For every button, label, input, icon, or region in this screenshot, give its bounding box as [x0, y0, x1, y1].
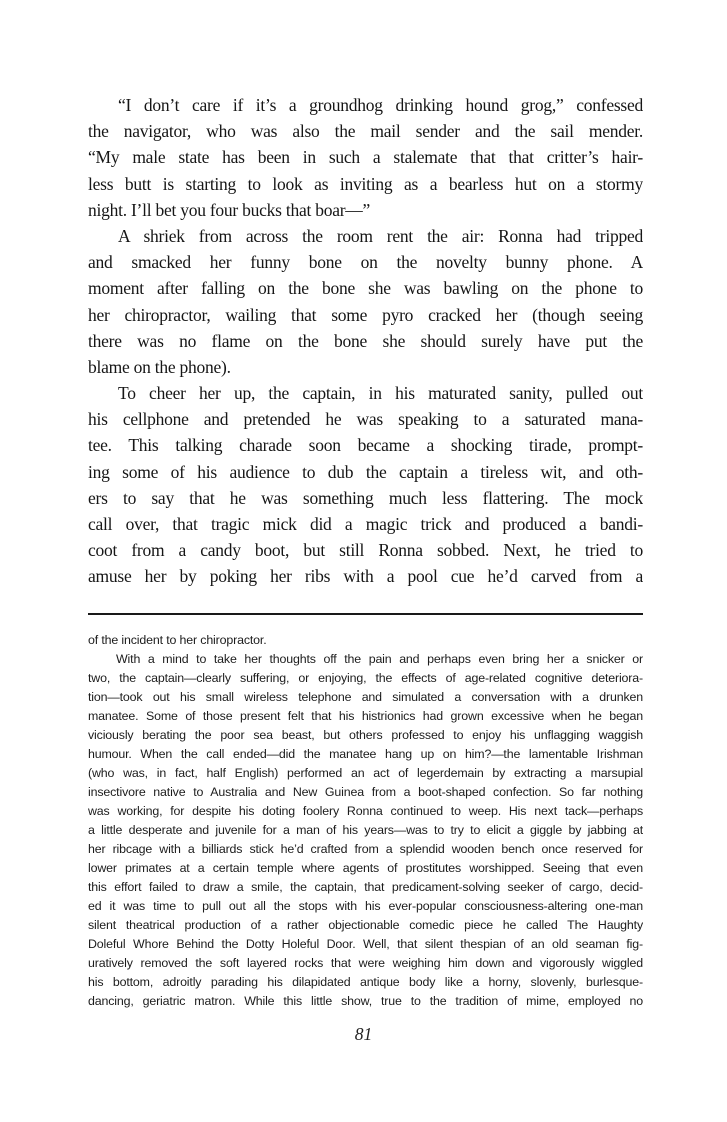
text-line: “My male state has been in such a stalemate that that critter’s hair- [88, 147, 643, 168]
text-line: “I don’t care if it’s a groundhog drinking hound grog,” confessed [118, 95, 643, 115]
text-line: night. I’ll bet you four bucks that boar—” [88, 199, 371, 220]
text-line: dancing, geriatric matron. While this little show, true to the tradition of mime, employed no [88, 994, 643, 1008]
text-line: coot from a candy boot, but still Ronna sobbed. Next, he tried to [88, 540, 643, 561]
text-line: ing some of his audience to dub the captain a tireless wit, and oth- [88, 461, 643, 482]
text-line: this effort failed to draw a smile, the captain, that predicament-solving seeker of cargo, decid- [88, 880, 643, 894]
text-line: the navigator, who was also the mail sender and the sail mender. [88, 121, 643, 142]
text-line: insectivore native to Australia and New Guinea from a boot-shaped confection. So far nothing [88, 785, 643, 799]
text-line: A shriek from across the room rent the air: Ronna had tripped [118, 225, 643, 246]
text-line: blame on the phone). [88, 356, 231, 377]
page-number: 81 [354, 1024, 373, 1044]
text-line: uratively removed the soft layered rocks that were weighing him down and vigorously wiggled [88, 956, 643, 970]
text-line: her ribcage with a billiards stick he’d crafted from a splendid wooden bench once reserved for [88, 842, 643, 856]
text-line: call over, that tragic mick did a magic trick and produced a bandi- [88, 514, 643, 534]
text-line: tion—took out his small wireless telephone and simulated a conversation with a drunken [88, 690, 643, 704]
text-line: ers to say that he was something much less flattering. The mock [88, 487, 643, 508]
text-line: his bottom, adroitly parading his dilapidated antique body like a horny, slovenly, burlesque- [88, 975, 643, 989]
footnote-block [88, 631, 643, 1011]
text-line: a little desperate and juvenile for a man of his years—was to try to elicit a giggle by jabbing at [88, 823, 643, 837]
text-line: tee. This talking charade soon became a shocking tirade, prompt- [88, 435, 643, 456]
text-line: Doleful Whore Behind the Dotty Holeful Door. Well, that silent thespian of an old seaman fig- [88, 937, 643, 951]
footnote-separator-rule [88, 613, 643, 615]
text-line: To cheer her up, the captain, in his maturated sanity, pulled out [118, 383, 643, 404]
text-line: of the incident to her chiropractor. [88, 633, 267, 647]
text-line: two, the captain—clearly suffering, or enjoying, the effects of age-related cognitive deteriora- [88, 671, 643, 685]
text-line: amuse her by poking her ribs with a pool cue he’d carved from a [88, 566, 643, 587]
text-line: and smacked her funny bone on the novelty bunny phone. A [88, 252, 643, 273]
text-line: humour. When the call ended—did the manatee hang up on him?—the lamentable Irishman [88, 747, 643, 761]
text-line: viciously berating the poor sea beast, but others professed to enjoy his unflagging waggish [88, 728, 643, 742]
text-line: silent theatrical production of a rather objectionable comedic piece he called The Haughty [88, 918, 643, 932]
text-line: ed it was time to pull out all the stops with his ever-popular consciousness-altering one-man [88, 899, 643, 913]
text-line: moment after falling on the bone she was bawling on the phone to [88, 278, 643, 299]
text-line: lower primates at a certain temple where agents of prostitutes worshipped. Seeing that even [88, 861, 643, 875]
text-line: was working, for despite his doting foolery Ronna continued to weep. His next tack—perhaps [88, 804, 643, 818]
text-line: less butt is starting to look as inviting as a bearless hut on a stormy [88, 173, 643, 194]
body-text-block [88, 92, 643, 590]
text-line: her chiropractor, wailing that some pyro cracked her (though seeing [88, 304, 643, 325]
text-line: there was no flame on the bone she should surely have put the [88, 330, 643, 351]
text-line: his cellphone and pretended he was speaking to a saturated mana- [88, 409, 643, 430]
text-line: With a mind to take her thoughts off the pain and perhaps even bring her a snicker or [116, 652, 643, 666]
text-line: (who was, in fact, half English) performed an act of legerdemain by extracting a marsupial [88, 766, 643, 780]
text-line: manatee. Some of those present felt that his histrionics had grown excessive when he began [88, 709, 643, 723]
